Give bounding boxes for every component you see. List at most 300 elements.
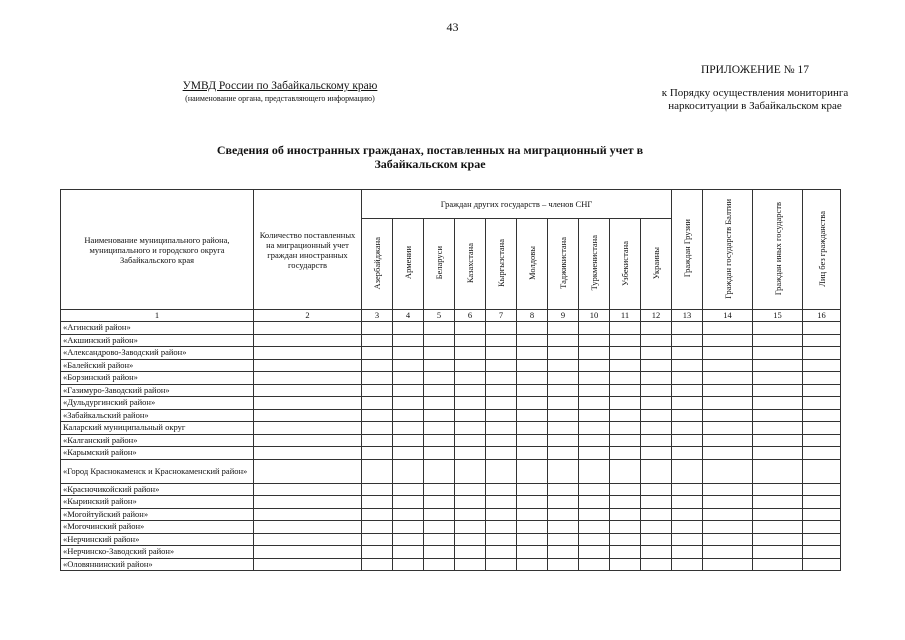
value-cell[interactable]	[641, 459, 672, 483]
value-cell[interactable]	[753, 334, 803, 347]
value-cell[interactable]	[672, 422, 703, 435]
value-cell[interactable]	[803, 459, 841, 483]
value-cell[interactable]	[610, 447, 641, 460]
table-row	[61, 483, 841, 496]
value-cell[interactable]	[548, 558, 579, 571]
value-cell[interactable]	[753, 372, 803, 385]
value-cell[interactable]	[548, 384, 579, 397]
value-cell[interactable]	[641, 533, 672, 546]
value-cell[interactable]	[641, 508, 672, 521]
value-cell[interactable]	[393, 533, 424, 546]
value-cell[interactable]	[610, 546, 641, 559]
value-cell[interactable]	[393, 447, 424, 460]
value-cell[interactable]	[486, 558, 517, 571]
value-cell[interactable]	[641, 558, 672, 571]
value-cell[interactable]	[424, 521, 455, 534]
value-cell[interactable]	[579, 447, 610, 460]
value-cell[interactable]	[424, 447, 455, 460]
value-cell[interactable]	[517, 397, 548, 410]
value-cell[interactable]	[486, 447, 517, 460]
value-cell[interactable]	[393, 521, 424, 534]
value-cell[interactable]	[455, 422, 486, 435]
column-number: 16	[803, 310, 841, 322]
value-cell[interactable]	[753, 347, 803, 360]
value-cell[interactable]	[455, 459, 486, 483]
value-cell[interactable]	[455, 558, 486, 571]
value-cell[interactable]	[803, 546, 841, 559]
value-cell[interactable]	[548, 397, 579, 410]
value-cell[interactable]	[641, 422, 672, 435]
value-cell[interactable]	[486, 347, 517, 360]
value-cell[interactable]	[486, 496, 517, 509]
value-cell[interactable]	[610, 483, 641, 496]
value-cell[interactable]	[548, 447, 579, 460]
value-cell[interactable]	[579, 409, 610, 422]
value-cell[interactable]	[703, 533, 753, 546]
value-cell[interactable]	[610, 359, 641, 372]
value-cell[interactable]	[672, 521, 703, 534]
value-cell[interactable]	[517, 558, 548, 571]
value-cell[interactable]	[393, 384, 424, 397]
value-cell[interactable]	[672, 496, 703, 509]
value-cell[interactable]	[455, 447, 486, 460]
value-cell[interactable]	[362, 372, 393, 385]
value-cell[interactable]	[803, 359, 841, 372]
value-cell[interactable]	[579, 322, 610, 335]
value-cell[interactable]	[424, 422, 455, 435]
value-cell[interactable]	[517, 521, 548, 534]
country-header: Азербайджана	[362, 219, 393, 310]
value-cell[interactable]	[517, 334, 548, 347]
value-cell[interactable]	[672, 508, 703, 521]
value-cell[interactable]	[753, 546, 803, 559]
value-cell[interactable]	[362, 409, 393, 422]
value-cell[interactable]	[362, 434, 393, 447]
value-cell[interactable]	[753, 483, 803, 496]
value-cell[interactable]	[641, 397, 672, 410]
district-name: «Дульдургинский район»	[61, 397, 254, 410]
value-cell[interactable]	[610, 508, 641, 521]
value-cell[interactable]	[579, 533, 610, 546]
value-cell[interactable]	[517, 372, 548, 385]
value-cell[interactable]	[579, 508, 610, 521]
value-cell[interactable]	[548, 483, 579, 496]
value-cell[interactable]	[579, 372, 610, 385]
value-cell[interactable]	[455, 434, 486, 447]
value-cell[interactable]	[672, 384, 703, 397]
value-cell[interactable]	[455, 384, 486, 397]
value-cell[interactable]	[254, 409, 362, 422]
value-cell[interactable]	[517, 483, 548, 496]
value-cell[interactable]	[803, 347, 841, 360]
value-cell[interactable]	[393, 558, 424, 571]
value-cell[interactable]	[424, 359, 455, 372]
value-cell[interactable]	[703, 546, 753, 559]
value-cell[interactable]	[753, 359, 803, 372]
table-row	[61, 372, 841, 385]
value-cell[interactable]	[393, 359, 424, 372]
value-cell[interactable]	[393, 508, 424, 521]
value-cell[interactable]	[672, 347, 703, 360]
value-cell[interactable]	[672, 409, 703, 422]
value-cell[interactable]	[703, 334, 753, 347]
value-cell[interactable]	[455, 347, 486, 360]
value-cell[interactable]	[517, 459, 548, 483]
value-cell[interactable]	[641, 483, 672, 496]
value-cell[interactable]	[362, 384, 393, 397]
value-cell[interactable]	[803, 447, 841, 460]
value-cell[interactable]	[517, 322, 548, 335]
value-cell[interactable]	[393, 496, 424, 509]
value-cell[interactable]	[703, 521, 753, 534]
value-cell[interactable]	[424, 459, 455, 483]
value-cell[interactable]	[610, 334, 641, 347]
value-cell[interactable]	[753, 558, 803, 571]
value-cell[interactable]	[610, 434, 641, 447]
value-cell[interactable]	[362, 422, 393, 435]
value-cell[interactable]	[455, 521, 486, 534]
value-cell[interactable]	[362, 496, 393, 509]
value-cell[interactable]	[610, 496, 641, 509]
value-cell[interactable]	[548, 546, 579, 559]
value-cell[interactable]	[254, 334, 362, 347]
value-cell[interactable]	[254, 558, 362, 571]
value-cell[interactable]	[424, 384, 455, 397]
value-cell[interactable]	[803, 521, 841, 534]
value-cell[interactable]	[610, 422, 641, 435]
value-cell[interactable]	[362, 508, 393, 521]
value-cell[interactable]	[703, 558, 753, 571]
value-cell[interactable]	[486, 359, 517, 372]
value-cell[interactable]	[803, 483, 841, 496]
value-cell[interactable]	[362, 397, 393, 410]
value-cell[interactable]	[362, 521, 393, 534]
value-cell[interactable]	[548, 496, 579, 509]
value-cell[interactable]	[579, 546, 610, 559]
value-cell[interactable]	[362, 359, 393, 372]
value-cell[interactable]	[455, 483, 486, 496]
value-cell[interactable]	[393, 459, 424, 483]
value-cell[interactable]	[803, 409, 841, 422]
value-cell[interactable]	[753, 397, 803, 410]
value-cell[interactable]	[254, 508, 362, 521]
value-cell[interactable]	[753, 447, 803, 460]
value-cell[interactable]	[548, 508, 579, 521]
value-cell[interactable]	[254, 546, 362, 559]
value-cell[interactable]	[424, 533, 455, 546]
value-cell[interactable]	[517, 533, 548, 546]
value-cell[interactable]	[486, 334, 517, 347]
value-cell[interactable]	[641, 359, 672, 372]
value-cell[interactable]	[753, 422, 803, 435]
value-cell[interactable]	[610, 372, 641, 385]
value-cell[interactable]	[424, 546, 455, 559]
value-cell[interactable]	[424, 409, 455, 422]
value-cell[interactable]	[362, 483, 393, 496]
value-cell[interactable]	[579, 359, 610, 372]
value-cell[interactable]	[486, 397, 517, 410]
value-cell[interactable]	[254, 397, 362, 410]
value-cell[interactable]	[254, 447, 362, 460]
col-georgia-header: Граждан Грузии	[672, 190, 703, 310]
value-cell[interactable]	[641, 384, 672, 397]
value-cell[interactable]	[641, 496, 672, 509]
appendix-subtitle: к Порядку осуществления мониторинга наркоситуации в Забайкальском крае	[661, 87, 849, 112]
value-cell[interactable]	[753, 533, 803, 546]
value-cell[interactable]	[254, 347, 362, 360]
value-cell[interactable]	[641, 322, 672, 335]
value-cell[interactable]	[254, 372, 362, 385]
value-cell[interactable]	[703, 409, 753, 422]
value-cell[interactable]	[254, 422, 362, 435]
value-cell[interactable]	[362, 546, 393, 559]
value-cell[interactable]	[672, 447, 703, 460]
value-cell[interactable]	[703, 422, 753, 435]
value-cell[interactable]	[579, 459, 610, 483]
value-cell[interactable]	[610, 459, 641, 483]
value-cell[interactable]	[753, 496, 803, 509]
value-cell[interactable]	[362, 347, 393, 360]
value-cell[interactable]	[641, 447, 672, 460]
value-cell[interactable]	[486, 422, 517, 435]
value-cell[interactable]	[610, 409, 641, 422]
value-cell[interactable]	[424, 322, 455, 335]
value-cell[interactable]	[393, 347, 424, 360]
value-cell[interactable]	[803, 558, 841, 571]
value-cell[interactable]	[753, 459, 803, 483]
value-cell[interactable]	[703, 397, 753, 410]
value-cell[interactable]	[254, 496, 362, 509]
value-cell[interactable]	[455, 409, 486, 422]
value-cell[interactable]	[393, 483, 424, 496]
value-cell[interactable]	[579, 434, 610, 447]
value-cell[interactable]	[393, 434, 424, 447]
value-cell[interactable]	[517, 384, 548, 397]
value-cell[interactable]	[517, 359, 548, 372]
value-cell[interactable]	[455, 533, 486, 546]
value-cell[interactable]	[703, 508, 753, 521]
value-cell[interactable]	[753, 409, 803, 422]
value-cell[interactable]	[486, 372, 517, 385]
value-cell[interactable]	[486, 508, 517, 521]
table-row	[61, 359, 841, 372]
value-cell[interactable]	[703, 434, 753, 447]
value-cell[interactable]	[703, 322, 753, 335]
value-cell[interactable]	[517, 508, 548, 521]
value-cell[interactable]	[579, 334, 610, 347]
value-cell[interactable]	[393, 422, 424, 435]
value-cell[interactable]	[362, 558, 393, 571]
value-cell[interactable]	[517, 496, 548, 509]
value-cell[interactable]	[548, 322, 579, 335]
value-cell[interactable]	[424, 334, 455, 347]
value-cell[interactable]	[517, 546, 548, 559]
value-cell[interactable]	[579, 496, 610, 509]
value-cell[interactable]	[672, 558, 703, 571]
value-cell[interactable]	[641, 372, 672, 385]
value-cell[interactable]	[610, 384, 641, 397]
value-cell[interactable]	[641, 434, 672, 447]
value-cell[interactable]	[486, 434, 517, 447]
value-cell[interactable]	[548, 359, 579, 372]
value-cell[interactable]	[548, 347, 579, 360]
value-cell[interactable]	[486, 409, 517, 422]
value-cell[interactable]	[753, 521, 803, 534]
value-cell[interactable]	[486, 459, 517, 483]
value-cell[interactable]	[703, 496, 753, 509]
value-cell[interactable]	[455, 359, 486, 372]
value-cell[interactable]	[803, 397, 841, 410]
value-cell[interactable]	[486, 384, 517, 397]
value-cell[interactable]	[517, 434, 548, 447]
value-cell[interactable]	[424, 496, 455, 509]
page-number: 43	[446, 20, 459, 34]
column-number: 3	[362, 310, 393, 322]
value-cell[interactable]	[672, 322, 703, 335]
value-cell[interactable]	[548, 459, 579, 483]
value-cell[interactable]	[703, 372, 753, 385]
value-cell[interactable]	[803, 508, 841, 521]
value-cell[interactable]	[254, 359, 362, 372]
value-cell[interactable]	[579, 422, 610, 435]
column-number: 5	[424, 310, 455, 322]
value-cell[interactable]	[548, 422, 579, 435]
value-cell[interactable]	[703, 347, 753, 360]
value-cell[interactable]	[455, 334, 486, 347]
value-cell[interactable]	[517, 409, 548, 422]
value-cell[interactable]	[254, 459, 362, 483]
value-cell[interactable]	[672, 459, 703, 483]
value-cell[interactable]	[579, 558, 610, 571]
value-cell[interactable]	[424, 397, 455, 410]
value-cell[interactable]	[579, 384, 610, 397]
value-cell[interactable]	[393, 334, 424, 347]
district-name: «Газимуро-Заводский район»	[61, 384, 254, 397]
value-cell[interactable]	[803, 372, 841, 385]
value-cell[interactable]	[753, 508, 803, 521]
value-cell[interactable]	[803, 496, 841, 509]
value-cell[interactable]	[393, 322, 424, 335]
value-cell[interactable]	[254, 384, 362, 397]
value-cell[interactable]	[362, 322, 393, 335]
value-cell[interactable]	[455, 397, 486, 410]
value-cell[interactable]	[548, 409, 579, 422]
value-cell[interactable]	[610, 347, 641, 360]
value-cell[interactable]	[579, 483, 610, 496]
value-cell[interactable]	[424, 508, 455, 521]
value-cell[interactable]	[753, 384, 803, 397]
value-cell[interactable]	[254, 533, 362, 546]
value-cell[interactable]	[672, 546, 703, 559]
value-cell[interactable]	[424, 372, 455, 385]
value-cell[interactable]	[672, 434, 703, 447]
value-cell[interactable]	[610, 558, 641, 571]
value-cell[interactable]	[672, 397, 703, 410]
value-cell[interactable]	[486, 546, 517, 559]
value-cell[interactable]	[362, 447, 393, 460]
value-cell[interactable]	[393, 546, 424, 559]
value-cell[interactable]	[254, 521, 362, 534]
value-cell[interactable]	[641, 546, 672, 559]
column-number: 2	[254, 310, 362, 322]
value-cell[interactable]	[517, 422, 548, 435]
value-cell[interactable]	[548, 521, 579, 534]
value-cell[interactable]	[672, 372, 703, 385]
value-cell[interactable]	[803, 422, 841, 435]
value-cell[interactable]	[579, 521, 610, 534]
value-cell[interactable]	[672, 359, 703, 372]
value-cell[interactable]	[703, 384, 753, 397]
value-cell[interactable]	[455, 322, 486, 335]
value-cell[interactable]	[672, 533, 703, 546]
value-cell[interactable]	[803, 434, 841, 447]
district-name: «Агинский район»	[61, 322, 254, 335]
value-cell[interactable]	[548, 334, 579, 347]
value-cell[interactable]	[424, 558, 455, 571]
value-cell[interactable]	[703, 483, 753, 496]
value-cell[interactable]	[548, 533, 579, 546]
value-cell[interactable]	[486, 521, 517, 534]
value-cell[interactable]	[424, 347, 455, 360]
value-cell[interactable]	[610, 533, 641, 546]
value-cell[interactable]	[486, 533, 517, 546]
value-cell[interactable]	[703, 447, 753, 460]
value-cell[interactable]	[486, 322, 517, 335]
value-cell[interactable]	[803, 322, 841, 335]
value-cell[interactable]	[517, 447, 548, 460]
value-cell[interactable]	[254, 322, 362, 335]
value-cell[interactable]	[393, 409, 424, 422]
value-cell[interactable]	[517, 347, 548, 360]
value-cell[interactable]	[362, 334, 393, 347]
value-cell[interactable]	[672, 334, 703, 347]
value-cell[interactable]	[486, 483, 517, 496]
value-cell[interactable]	[641, 347, 672, 360]
value-cell[interactable]	[393, 372, 424, 385]
value-cell[interactable]	[254, 434, 362, 447]
value-cell[interactable]	[455, 508, 486, 521]
value-cell[interactable]	[803, 384, 841, 397]
value-cell[interactable]	[455, 546, 486, 559]
value-cell[interactable]	[753, 322, 803, 335]
value-cell[interactable]	[641, 409, 672, 422]
value-cell[interactable]	[362, 459, 393, 483]
value-cell[interactable]	[641, 521, 672, 534]
table-row	[61, 322, 841, 335]
value-cell[interactable]	[455, 372, 486, 385]
value-cell[interactable]	[803, 533, 841, 546]
value-cell[interactable]	[672, 483, 703, 496]
value-cell[interactable]	[548, 372, 579, 385]
value-cell[interactable]	[393, 397, 424, 410]
value-cell[interactable]	[424, 483, 455, 496]
value-cell[interactable]	[610, 397, 641, 410]
value-cell[interactable]	[579, 347, 610, 360]
value-cell[interactable]	[579, 397, 610, 410]
value-cell[interactable]	[362, 533, 393, 546]
value-cell[interactable]	[610, 322, 641, 335]
value-cell[interactable]	[455, 496, 486, 509]
value-cell[interactable]	[548, 434, 579, 447]
value-cell[interactable]	[641, 334, 672, 347]
value-cell[interactable]	[424, 434, 455, 447]
value-cell[interactable]	[753, 434, 803, 447]
value-cell[interactable]	[803, 334, 841, 347]
value-cell[interactable]	[703, 359, 753, 372]
value-cell[interactable]	[703, 459, 753, 483]
value-cell[interactable]	[254, 483, 362, 496]
value-cell[interactable]	[610, 521, 641, 534]
